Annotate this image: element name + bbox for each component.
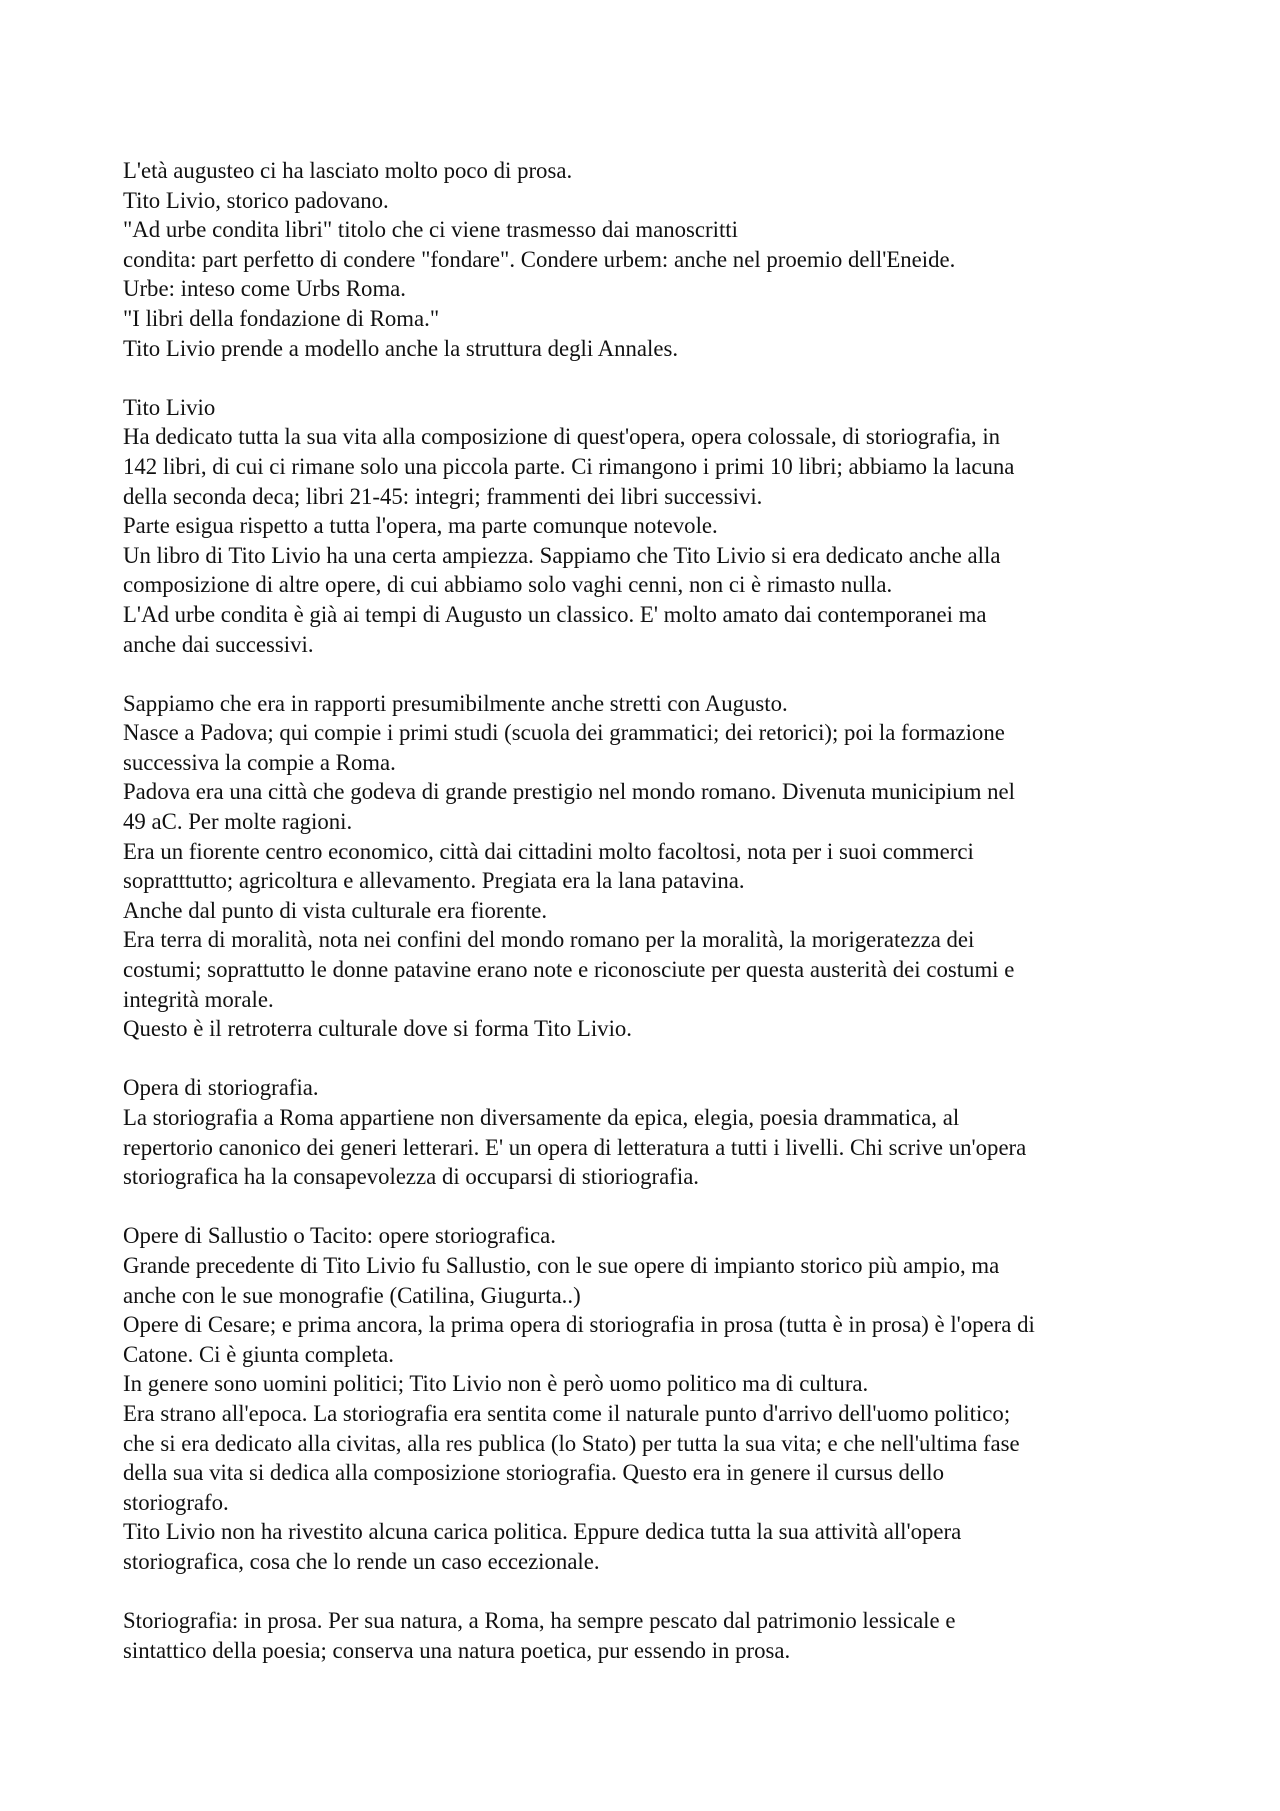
text-line: Tito Livio non ha rivestito alcuna carica politica. Eppure dedica tutta la sua attività all'opera	[123, 1519, 962, 1545]
text-line: Padova era una città che godeva di grande prestigio nel mondo romano. Divenuta municipium nel	[123, 779, 1015, 805]
text-line: anche dai successivi.	[123, 631, 314, 657]
text-line: Tito Livio prende a modello anche la struttura degli Annales.	[123, 335, 679, 361]
text-line: Grande precedente di Tito Livio fu Sallustio, con le sue opere di impianto storico più ampio, ma	[123, 1252, 1000, 1278]
text-line: storiografo.	[123, 1489, 229, 1515]
text-line: Questo è il retroterra culturale dove si forma Tito Livio.	[123, 1016, 633, 1042]
text-line: In genere sono uomini politici; Tito Livio non è però uomo politico ma di cultura.	[123, 1371, 869, 1397]
text-line: L'Ad urbe condita è già ai tempi di Augusto un classico. E' molto amato dai contemporanei ma	[123, 601, 987, 627]
text-line: integrità morale.	[123, 986, 274, 1012]
text-line: Era terra di moralità, nota nei confini del mondo romano per la moralità, la morigeratezza dei	[123, 927, 975, 953]
text-line: storiografica, cosa che lo rende un caso eccezionale.	[123, 1548, 600, 1574]
text-line: repertorio canonico dei generi letterari. E' un opera di letteratura a tutti i livelli. Chi scrive un'opera	[123, 1134, 1027, 1160]
text-line: Un libro di Tito Livio ha una certa ampiezza. Sappiamo che Tito Livio si era dedicato anche alla	[123, 542, 1001, 568]
text-line: della sua vita si dedica alla composizione storiografia. Questo era in genere il cursus dello	[123, 1460, 945, 1486]
text-line: composizione di altre opere, di cui abbiamo solo vaghi cenni, non ci è rimasto nulla.	[123, 572, 893, 598]
document-page	[123, 156, 1183, 1695]
text-line: successiva la compie a Roma.	[123, 749, 396, 775]
text-line: Tito Livio, storico padovano.	[123, 187, 389, 213]
text-line: anche con le sue monografie (Catilina, Giugurta..)	[123, 1282, 581, 1308]
text-line: Tito Livio	[123, 394, 216, 420]
paragraph	[123, 156, 1183, 363]
text-line: Opere di Sallustio o Tacito: opere storiografica.	[123, 1223, 556, 1249]
text-line: 142 libri, di cui ci rimane solo una piccola parte. Ci rimangono i primi 10 libri; abbiamo la lacuna	[123, 453, 1015, 479]
text-line: Anche dal punto di vista culturale era fiorente.	[123, 897, 548, 923]
paragraph	[123, 1221, 1183, 1576]
text-line: della seconda deca; libri 21-45: integri; frammenti dei libri successivi.	[123, 483, 763, 509]
paragraph	[123, 1606, 1183, 1665]
paragraph	[123, 1073, 1183, 1191]
text-line: Nasce a Padova; qui compie i primi studi (scuola dei grammatici; dei retorici); poi la formazione	[123, 720, 1005, 746]
text-line: storiografica ha la consapevolezza di occuparsi di stioriografia.	[123, 1164, 700, 1190]
text-line: L'età augusteo ci ha lasciato molto poco di prosa.	[123, 158, 573, 183]
text-line: che si era dedicato alla civitas, alla res publica (lo Stato) per tutta la sua vita; e che nell'ultima fase	[123, 1430, 1020, 1456]
text-line: sintattico della poesia; conserva una natura poetica, pur essendo in prosa.	[123, 1637, 791, 1663]
text-line: Ha dedicato tutta la sua vita alla composizione di quest'opera, opera colossale, di storiografia, in	[123, 424, 1001, 450]
text-line: Storiografia: in prosa. Per sua natura, a Roma, ha sempre pescato dal patrimonio lessicale e	[123, 1608, 956, 1634]
text-line: La storiografia a Roma appartiene non diversamente da epica, elegia, poesia drammatica, al	[123, 1105, 960, 1130]
text-line: Era strano all'epoca. La storiografia era sentita come il naturale punto d'arrivo dell'uomo politico;	[123, 1400, 1011, 1426]
text-line: 49 aC. Per molte ragioni.	[123, 809, 353, 835]
text-line: "I libri della fondazione di Roma."	[123, 305, 440, 331]
text-line: Sappiamo che era in rapporti presumibilmente anche stretti con Augusto.	[123, 690, 788, 716]
paragraph	[123, 689, 1183, 1044]
text-line: Opere di Cesare; e prima ancora, la prima opera di storiografia in prosa (tutta è in prosa) è l'opera di	[123, 1312, 1035, 1338]
text-line: sopratttutto; agricoltura e allevamento. Pregiata era la lana patavina.	[123, 868, 745, 894]
text-line: Opera di storiografia.	[123, 1075, 319, 1101]
text-line: Catone. Ci è giunta completa.	[123, 1341, 394, 1367]
text-line: "Ad urbe condita libri" titolo che ci viene trasmesso dai manoscritti	[123, 217, 738, 243]
text-line: costumi; soprattutto le donne patavine erano note e riconosciute per questa austerità dei costumi e	[123, 957, 1015, 983]
text-line: Era un fiorente centro economico, città dai cittadini molto facoltosi, nota per i suoi commerci	[123, 838, 974, 864]
text-line: condita: part perfetto di condere "fondare". Condere urbem: anche nel proemio dell'Eneide.	[123, 246, 956, 272]
text-line: Parte esigua rispetto a tutta l'opera, ma parte comunque notevole.	[123, 513, 718, 539]
paragraph	[123, 393, 1183, 659]
text-line: Urbe: inteso come Urbs Roma.	[123, 276, 407, 302]
